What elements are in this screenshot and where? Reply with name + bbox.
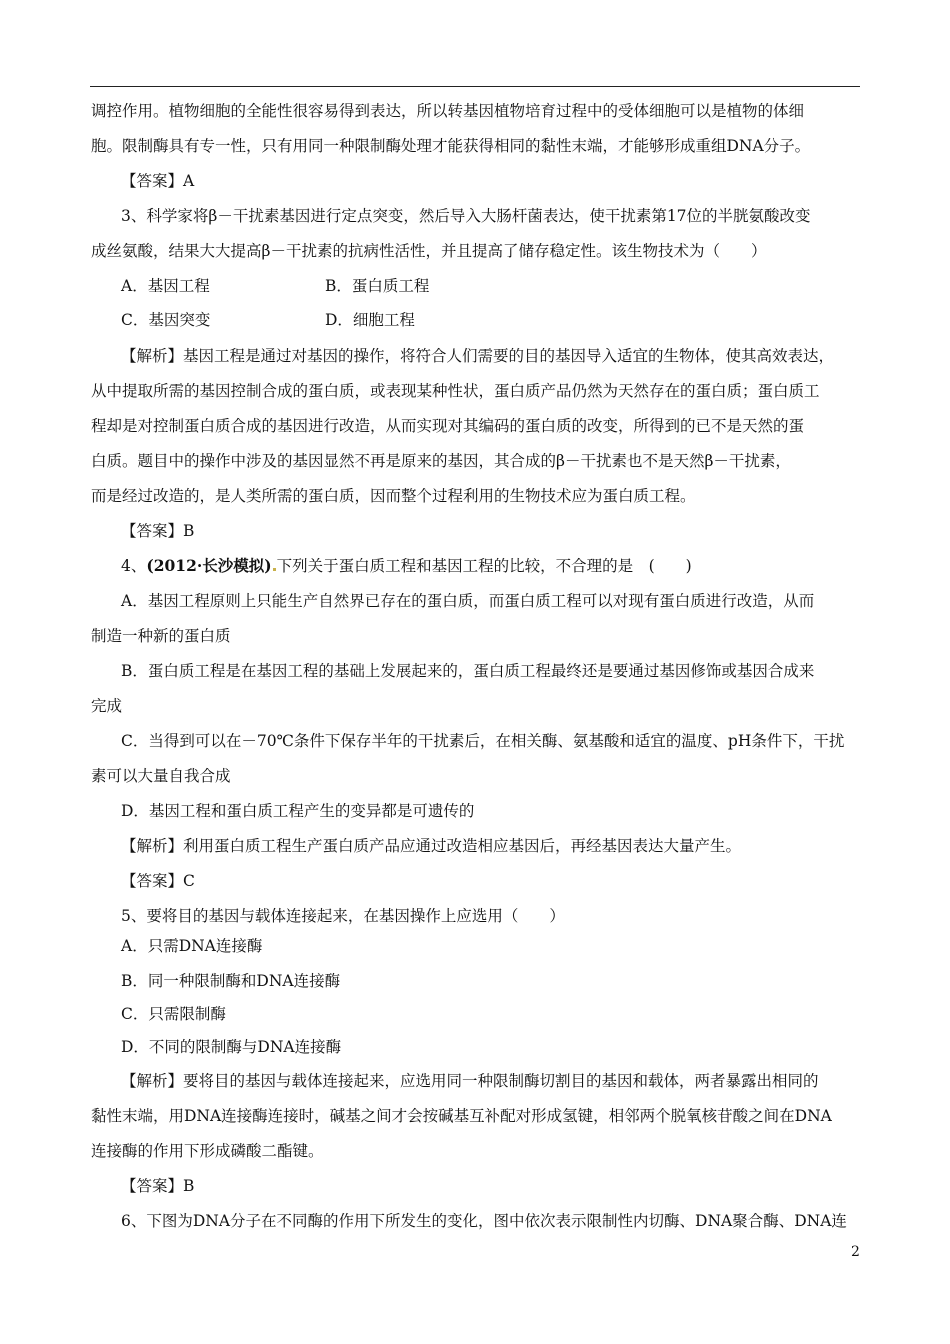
question-number: 4、: [121, 557, 147, 575]
answer-line: 【答案】A: [121, 172, 195, 190]
option-a: A．基因工程: [121, 277, 210, 295]
question-text: 下列关于蛋白质工程和基因工程的比较，不合理的是 ( ): [276, 557, 692, 575]
page-number: 2: [851, 1244, 860, 1260]
option-c-cont: 素可以大量自我合成: [91, 767, 231, 785]
answer-line: 【答案】B: [121, 522, 195, 540]
analysis-line: 黏性末端，用DNA连接酶连接时，碱基之间才会按碱基互补配对形成氢键，相邻两个脱氧核苷酸之间在DNA: [91, 1107, 832, 1125]
option-b: B．蛋白质工程: [325, 277, 430, 295]
option-d: D．不同的限制酶与DNA连接酶: [121, 1038, 342, 1056]
analysis-line: 从中提取所需的基因控制合成的蛋白质，或表现某种性状，蛋白质产品仍然为天然存在的蛋白质；蛋白质工: [91, 382, 820, 400]
option-a: A．基因工程原则上只能生产自然界已存在的蛋白质，而蛋白质工程可以对现有蛋白质进行改造，从而: [121, 592, 815, 610]
text-line: 胞。限制酶具有专一性，只有用同一种限制酶处理才能获得相同的黏性末端，才能够形成重组DNA分子。: [91, 137, 811, 155]
analysis-line: 【解析】要将目的基因与载体连接起来，应选用同一种限制酶切割目的基因和载体，两者暴露出相同的: [121, 1072, 819, 1090]
question-4-stem: [121, 555, 692, 577]
analysis-line: 【解析】利用蛋白质工程生产蛋白质产品应通过改造相应基因后，再经基因表达大量产生。: [121, 837, 742, 855]
option-c: C．基因突变: [121, 311, 211, 329]
question-source: (2012·长沙模拟): [146, 556, 272, 575]
analysis-line: 程却是对控制蛋白质合成的基因进行改造，从而实现对其编码的蛋白质的改变，所得到的已不是天然的蛋: [91, 417, 805, 435]
option-a-cont: 制造一种新的蛋白质: [91, 627, 231, 645]
analysis-line: 【解析】基因工程是通过对基因的操作，将符合人们需要的目的基因导入适宜的生物体，使其高效表达，: [121, 347, 835, 365]
header-rule: [90, 86, 860, 87]
answer-line: 【答案】B: [121, 1177, 195, 1195]
analysis-line: 而是经过改造的，是人类所需的蛋白质，因而整个过程利用的生物技术应为蛋白质工程。: [91, 487, 696, 505]
option-a: A．只需DNA连接酶: [121, 937, 263, 955]
question-5-stem: 5、要将目的基因与载体连接起来，在基因操作上应选用（ ）: [121, 907, 565, 925]
answer-line: 【答案】C: [121, 872, 195, 890]
option-c: C．当得到可以在－70℃条件下保存半年的干扰素后，在相关酶、氨基酸和适宜的温度、pH条件下，干扰: [121, 732, 845, 750]
option-d: D．细胞工程: [325, 311, 415, 329]
analysis-line: 连接酶的作用下形成磷酸二酯键。: [91, 1142, 324, 1160]
marker-dot: [273, 568, 276, 571]
text-line: 调控作用。植物细胞的全能性很容易得到表达，所以转基因植物培育过程中的受体细胞可以是植物的体细: [91, 102, 805, 120]
analysis-line: 白质。题目中的操作中涉及的基因显然不再是原来的基因，其合成的β－干扰素也不是天然β－干扰素，: [91, 452, 791, 470]
option-b-cont: 完成: [91, 697, 123, 715]
option-b: B．蛋白质工程是在基因工程的基础上发展起来的，蛋白质工程最终还是要通过基因修饰或基因合成来: [121, 662, 815, 680]
question-6-stem: 6、下图为DNA分子在不同酶的作用下所发生的变化，图中依次表示限制性内切酶、DNA聚合酶、DNA连: [121, 1212, 847, 1230]
question-3-stem-cont: 成丝氨酸，结果大大提高β－干扰素的抗病性活性，并且提高了储存稳定性。该生物技术为（ ）: [91, 242, 767, 260]
question-3-stem: 3、科学家将β－干扰素基因进行定点突变，然后导入大肠杆菌表达，使干扰素第17位的半胱氨酸改变: [121, 207, 811, 225]
option-d: D．基因工程和蛋白质工程产生的变异都是可遗传的: [121, 802, 475, 820]
option-b: B．同一种限制酶和DNA连接酶: [121, 972, 341, 990]
option-c: C．只需限制酶: [121, 1005, 226, 1023]
